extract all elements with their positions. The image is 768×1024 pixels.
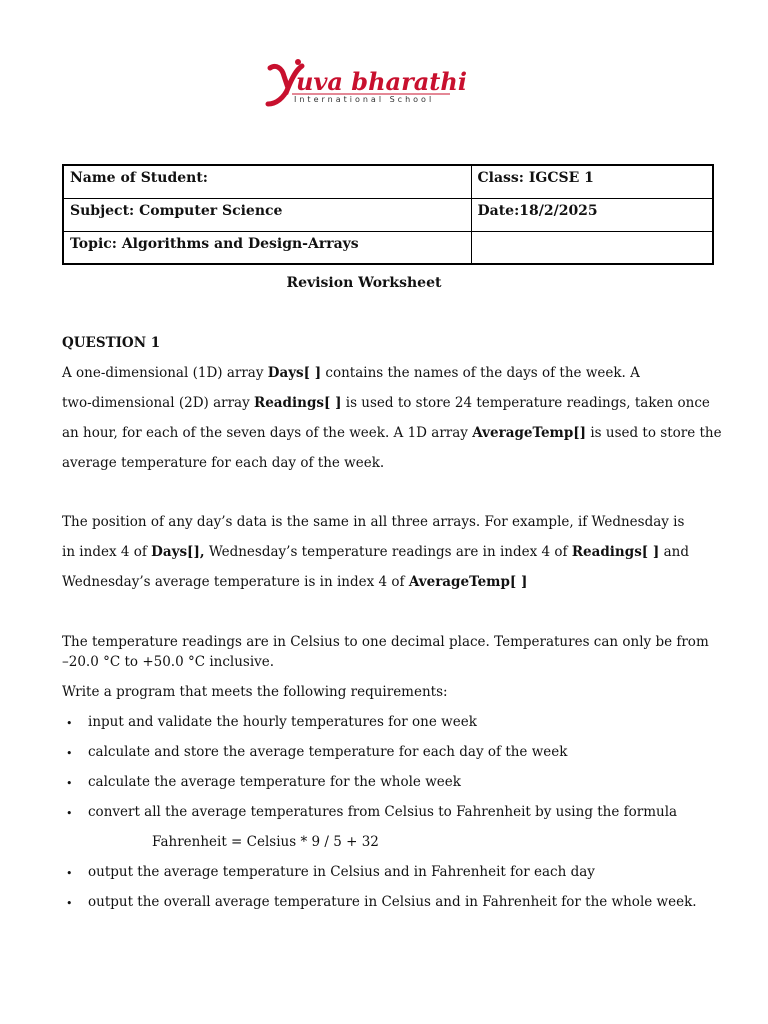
para3-line3: Write a program that meets the following requirements: [62,684,448,700]
para2-line1: The position of any day’s data is the same in all three arrays. For example, if Wednesday is [62,514,685,530]
para2-line3 [62,574,527,590]
table-row [63,231,713,264]
text: two-dimensional (2D) array [62,395,254,411]
text: and [659,544,689,560]
text: Wednesday’s average temperature is in index 4 of [62,574,409,590]
para1-line4: average temperature for each day of the week. [62,455,385,471]
name-of-student-cell: Name of Student: [63,165,471,198]
text: in index 4 of [62,544,152,560]
para1-line1 [62,365,640,381]
array-name-days: Days[], [151,544,205,560]
text: is used to store the [586,425,722,441]
requirement-item: input and validate the hourly temperatures for one week [88,714,477,730]
table-row [63,198,713,231]
requirement-item: calculate the average temperature for the whole week [88,774,461,790]
array-name-readings: Readings[ ] [254,395,342,411]
text: contains the names of the days of the week. A [321,365,640,381]
requirement-item: output the overall average temperature in Celsius and in Fahrenheit for the whole week. [88,894,697,910]
array-name-averagetemp: AverageTemp[ ] [408,574,528,590]
bullet-icon: • [66,807,73,820]
text: is used to store 24 temperature readings, taken once [341,395,710,411]
bullet-icon: • [66,897,73,910]
question-heading: QUESTION 1 [62,335,161,351]
para3-line2: –20.0 °C to +50.0 °C inclusive. [62,654,275,670]
bullet-icon: • [66,867,73,880]
bullet-icon: • [66,777,73,790]
student-info-table [62,164,714,265]
subject-cell: Subject: Computer Science [63,198,471,231]
text: A one-dimensional (1D) array [62,365,268,381]
array-name-days: Days[ ] [267,365,322,381]
para1-line2 [62,395,710,411]
logo-text-main: uva bharathi [296,67,467,96]
date-cell: Date:18/2/2025 [471,198,713,231]
array-name-readings: Readings[ ] [571,544,660,560]
logo-text-sub: International School [294,95,435,104]
topic-cell: Topic: Algorithms and Design-Arrays [63,231,471,264]
bullet-icon: • [66,717,73,730]
school-logo [262,54,482,116]
text: an hour, for each of the seven days of the week. A 1D array [62,425,473,441]
bullet-icon: • [66,747,73,760]
empty-cell [471,231,713,264]
requirement-item: calculate and store the average temperature for each day of the week [88,744,568,760]
text: Wednesday’s temperature readings are in index 4 of [204,544,572,560]
requirement-item: output the average temperature in Celsius and in Fahrenheit for each day [88,864,595,880]
para3-line1: The temperature readings are in Celsius to one decimal place. Temperatures can only be from [62,634,709,650]
worksheet-title: Revision Worksheet [286,275,442,291]
logo-graphic [262,54,482,116]
formula: Fahrenheit = Celsius * 9 / 5 + 32 [152,834,379,850]
para2-line2 [62,544,689,560]
para1-line3 [62,425,722,441]
array-name-averagetemp: AverageTemp[] [472,425,587,441]
logo-dot [295,59,301,65]
requirement-item: convert all the average temperatures from Celsius to Fahrenheit by using the formula [88,804,678,820]
class-cell: Class: IGCSE 1 [471,165,713,198]
table-row [63,165,713,198]
